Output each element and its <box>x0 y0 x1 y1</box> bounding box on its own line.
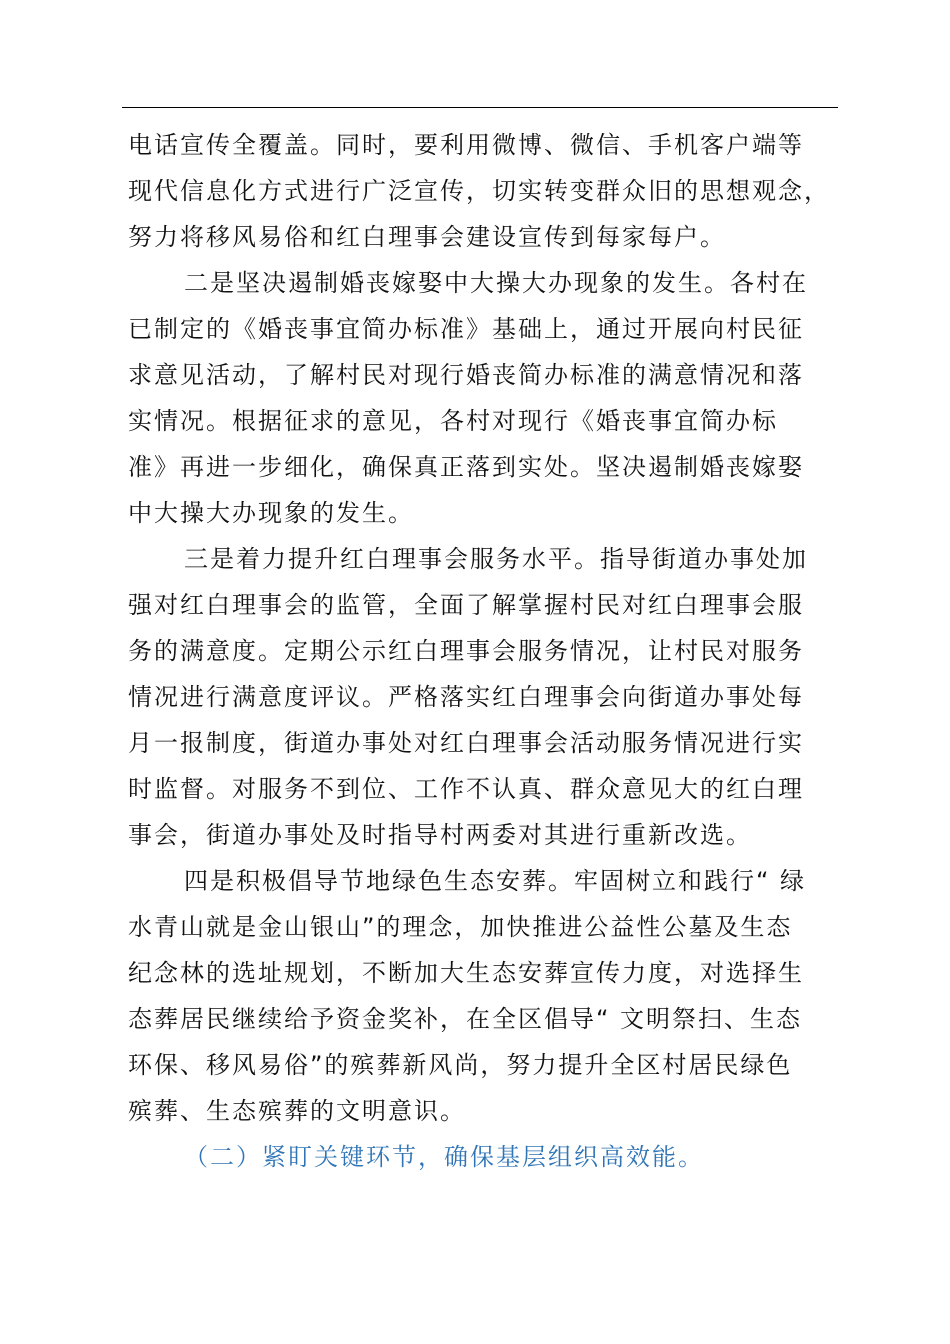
paragraph-green-burial <box>128 858 840 1134</box>
text-line: 现代信息化方式进行广泛宣传，切实转变群众旧的思想观念， <box>128 177 830 205</box>
text-line: 三是着力提升红白理事会服务水平。指导街道办事处加 <box>184 545 808 573</box>
text-line: 电话宣传全覆盖。同时，要利用微博、微信、手机客户端等 <box>128 131 804 159</box>
text-line: 努力将移风易俗和红白理事会建设宣传到每家每户。 <box>128 223 726 251</box>
paragraph-curb-extravagance <box>128 260 840 536</box>
paragraph-council-service <box>128 536 840 858</box>
text-line: 情况进行满意度评议。严格落实红白理事会向街道办事处每 <box>128 683 804 711</box>
section-heading: （二）紧盯关键环节，确保基层组织高效能。 <box>184 1143 704 1171</box>
text-line: 准》再进一步细化，确保真正落到实处。坚决遏制婚丧嫁娶 <box>128 453 804 481</box>
text-line: 殡葬、生态殡葬的文明意识。 <box>128 1097 466 1125</box>
text-line: 时监督。对服务不到位、工作不认真、群众意见大的红白理 <box>128 775 804 803</box>
text-line: 态葬居民继续给予资金奖补，在全区倡导“ 文明祭扫、生态 <box>128 1005 803 1033</box>
text-line: 四是积极倡导节地绿色生态安葬。牢固树立和践行“ 绿 <box>184 867 807 895</box>
text-line: 二是坚决遏制婚丧嫁娶中大操大办现象的发生。各村在 <box>184 269 808 297</box>
text-line: 求意见活动，了解村民对现行婚丧简办标准的满意情况和落 <box>128 361 804 389</box>
text-line: 务的满意度。定期公示红白理事会服务情况，让村民对服务 <box>128 637 804 665</box>
paragraph-propaganda <box>128 122 840 260</box>
text-line: 水青山就是金山银山”的理念，加快推进公益性公墓及生态 <box>128 913 793 941</box>
text-line: 月一报制度，街道办事处对红白理事会活动服务情况进行实 <box>128 729 804 757</box>
text-line: 已制定的《婚丧事宜简办标准》基础上，通过开展向村民征 <box>128 315 804 343</box>
text-line: 环保、移风易俗”的殡葬新风尚，努力提升全区村居民绿色 <box>128 1051 793 1079</box>
text-line: 事会，街道办事处及时指导村两委对其进行重新改选。 <box>128 821 752 849</box>
document-body <box>128 122 840 1180</box>
header-rule <box>122 107 838 108</box>
text-line: 实情况。根据征求的意见，各村对现行《婚丧事宜简办标 <box>128 407 778 435</box>
text-line: 中大操大办现象的发生。 <box>128 499 414 527</box>
text-line: 强对红白理事会的监管，全面了解掌握村民对红白理事会服 <box>128 591 804 619</box>
text-line: 纪念林的选址规划，不断加大生态安葬宣传力度，对选择生 <box>128 959 804 987</box>
